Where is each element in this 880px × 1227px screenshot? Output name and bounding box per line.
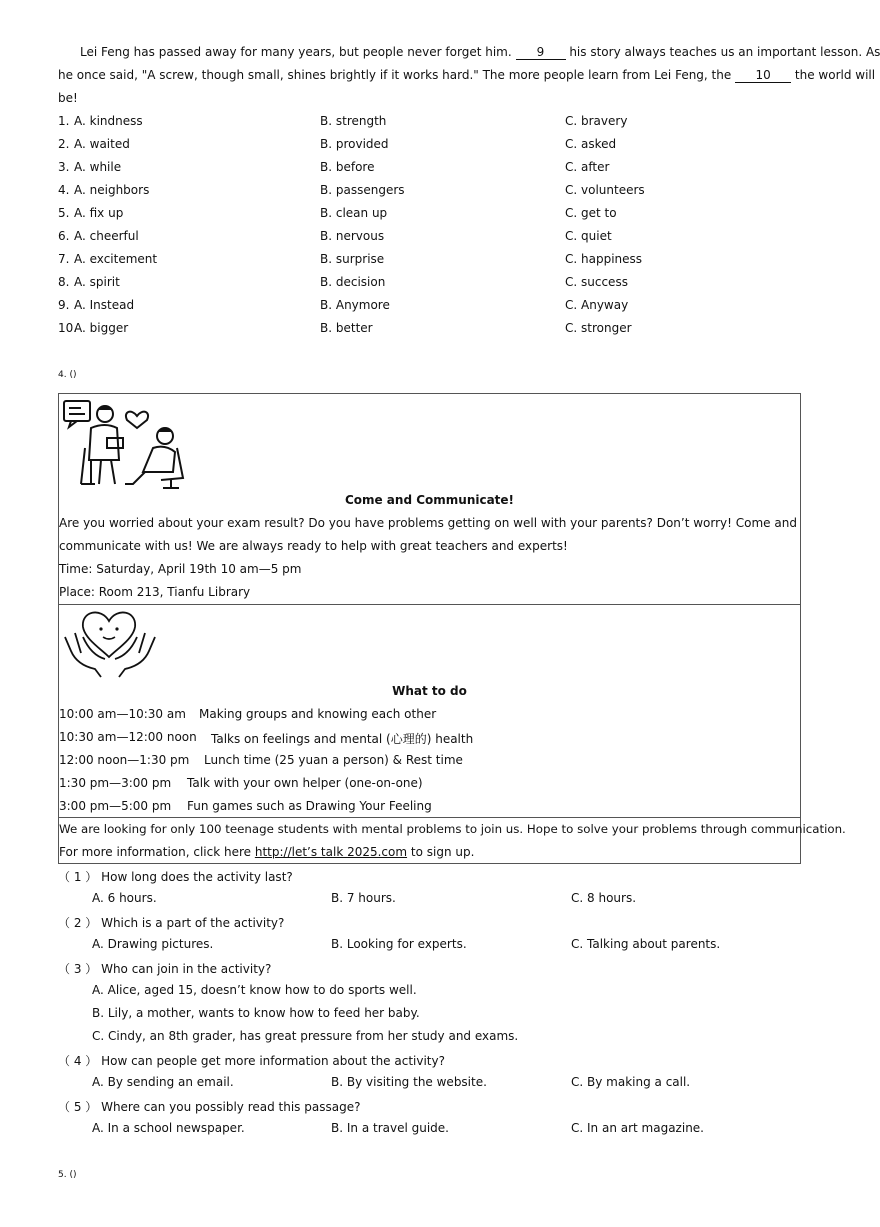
schedule-time: 1:30 pm—3:00 pm	[59, 776, 172, 790]
option-c: C. asked	[565, 137, 617, 151]
question-2: （ 2 ） Which is a part of the activity?	[58, 916, 285, 930]
ad-intro-line-2: communicate with us! We are always ready to help with great teachers and experts!	[59, 539, 568, 553]
option-row	[58, 321, 818, 341]
question-5-option-c: C. In an art magazine.	[571, 1121, 704, 1135]
option-b: B. nervous	[320, 229, 385, 243]
ad-footer-text: to sign up.	[410, 845, 475, 859]
option-c: C. get to	[565, 206, 617, 220]
option-c: C. Anyway	[565, 298, 629, 312]
option-row	[58, 137, 818, 157]
option-a: A. neighbors	[74, 183, 150, 197]
option-b: B. clean up	[320, 206, 388, 220]
option-a: A. excitement	[74, 252, 158, 266]
schedule-time: 10:30 am—12:00 noon	[59, 730, 197, 744]
schedule-time: 3:00 pm—5:00 pm	[59, 799, 172, 813]
option-a: A. kindness	[74, 114, 143, 128]
option-a: A. spirit	[74, 275, 120, 289]
question-2-option-c: C. Talking about parents.	[571, 937, 721, 951]
ad-schedule-box	[58, 604, 801, 818]
passage-text: he once said, "A screw, though small, shines brightly if it works hard." The more people learn from Lei Feng, the	[58, 68, 732, 82]
option-number: 6.	[58, 229, 70, 243]
schedule-activity: Talk with your own helper (one-on-one)	[187, 776, 423, 790]
schedule-time: 12:00 noon—1:30 pm	[59, 753, 190, 767]
ad-header-box	[58, 393, 801, 605]
question-1-option-b: B. 7 hours.	[331, 891, 396, 905]
question-4-option-b: B. By visiting the website.	[331, 1075, 487, 1089]
option-a: A. cheerful	[74, 229, 139, 243]
schedule-activity: Talks on feelings and mental (心理的) health	[211, 732, 474, 746]
blank-9: 9	[516, 46, 566, 60]
question-4-option-c: C. By making a call.	[571, 1075, 691, 1089]
ad-place: Place: Room 213, Tianfu Library	[59, 585, 251, 599]
blank-10: 10	[735, 69, 791, 83]
question-3-option-a: A. Alice, aged 15, doesn’t know how to do sports well.	[92, 983, 417, 997]
option-b: B. decision	[320, 275, 386, 289]
option-a: A. bigger	[74, 321, 129, 335]
ad-intro-line-1: Are you worried about your exam result? Do you have problems getting on well with your parents? Don’t worry! Come and	[59, 516, 797, 530]
passage-text: his story always teaches us an important lesson. As	[569, 45, 880, 59]
passage-line-1	[80, 45, 880, 60]
question-3-option-b: B. Lily, a mother, wants to know how to feed her baby.	[92, 1006, 420, 1020]
option-row	[58, 298, 818, 318]
section-5-label: 5. ()	[58, 1170, 77, 1180]
option-c: C. success	[565, 275, 628, 289]
passage-text: Lei Feng has passed away for many years, but people never forget him.	[80, 45, 512, 59]
option-row	[58, 229, 818, 249]
schedule-time: 10:00 am—10:30 am	[59, 707, 186, 721]
option-row	[58, 206, 818, 226]
option-b: B. surprise	[320, 252, 385, 266]
question-1: （ 1 ） How long does the activity last?	[58, 870, 293, 884]
passage-line-3: be!	[58, 91, 78, 105]
question-2-option-a: A. Drawing pictures.	[92, 937, 214, 951]
option-row	[58, 183, 818, 203]
option-b: B. provided	[320, 137, 389, 151]
question-5-option-b: B. In a travel guide.	[331, 1121, 449, 1135]
schedule-title: What to do	[392, 684, 467, 698]
option-c: C. happiness	[565, 252, 643, 266]
question-4: （ 4 ） How can people get more information about the activity?	[58, 1054, 445, 1068]
option-c: C. volunteers	[565, 183, 645, 197]
ad-time: Time: Saturday, April 19th 10 am—5 pm	[59, 562, 302, 576]
ad-footer-line-2	[59, 845, 474, 859]
question-3: （ 3 ） Who can join in the activity?	[58, 962, 272, 976]
schedule-activity: Making groups and knowing each other	[199, 707, 437, 721]
ad-title: Come and Communicate!	[344, 493, 515, 507]
option-a: A. fix up	[74, 206, 124, 220]
passage-text: the world will	[794, 68, 876, 82]
option-number: 1.	[58, 114, 70, 128]
counseling-illustration-icon	[61, 398, 189, 490]
option-row	[58, 114, 818, 134]
question-5-option-a: A. In a school newspaper.	[92, 1121, 245, 1135]
option-c: C. quiet	[565, 229, 612, 243]
option-row	[58, 160, 818, 180]
question-4-option-a: A. By sending an email.	[92, 1075, 234, 1089]
option-a: A. waited	[74, 137, 130, 151]
heart-hands-icon	[61, 607, 159, 679]
option-number: 4.	[58, 183, 70, 197]
question-2-option-b: B. Looking for experts.	[331, 937, 467, 951]
option-b: B. before	[320, 160, 375, 174]
option-c: C. after	[565, 160, 610, 174]
question-1-option-a: A. 6 hours.	[92, 891, 157, 905]
option-b: B. better	[320, 321, 373, 335]
option-b: B. Anymore	[320, 298, 390, 312]
question-1-option-c: C. 8 hours.	[571, 891, 637, 905]
option-number: 9.	[58, 298, 70, 312]
section-4-label: 4. ()	[58, 370, 77, 380]
option-c: C. stronger	[565, 321, 632, 335]
schedule-activity: Lunch time (25 yuan a person) & Rest time	[204, 753, 463, 767]
option-b: B. strength	[320, 114, 387, 128]
question-3-option-c: C. Cindy, an 8th grader, has great pressure from her study and exams.	[92, 1029, 519, 1043]
ad-footer-box	[58, 817, 846, 864]
ad-footer-line-1: We are looking for only 100 teenage students with mental problems to join us. Hope to solve your problems through communication.	[59, 822, 846, 836]
option-number: 3.	[58, 160, 70, 174]
option-row	[58, 275, 818, 295]
option-b: B. passengers	[320, 183, 405, 197]
option-c: C. bravery	[565, 114, 628, 128]
option-row	[58, 252, 818, 272]
option-a: A. Instead	[74, 298, 135, 312]
option-number: 8.	[58, 275, 70, 289]
option-number: 5.	[58, 206, 70, 220]
schedule-activity: Fun games such as Drawing Your Feeling	[187, 799, 432, 813]
option-number: 2.	[58, 137, 70, 151]
option-a: A. while	[74, 160, 122, 174]
passage-line-2	[58, 68, 875, 83]
question-5: （ 5 ） Where can you possibly read this passage?	[58, 1100, 361, 1114]
option-number: 10.	[58, 321, 78, 335]
ad-footer-text: For more information, click here	[59, 845, 252, 859]
signup-link[interactable]: http://let’s talk 2025.com	[254, 845, 408, 859]
option-number: 7.	[58, 252, 70, 266]
